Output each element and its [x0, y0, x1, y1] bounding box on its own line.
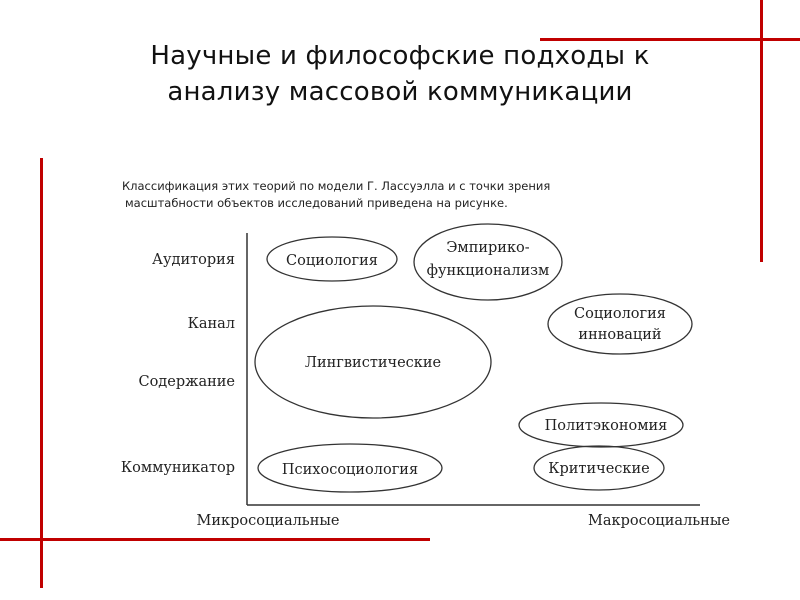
y-label-content: Содержание — [138, 374, 235, 390]
y-label-channel: Канал — [187, 316, 235, 332]
node-psychosociology-label: Психосоциология — [281, 462, 419, 478]
y-label-audience: Аудитория — [152, 252, 235, 268]
node-empirical-functionalism-label-1: Эмпирико- — [446, 240, 530, 256]
caption-line-2: масштабности объектов исследований приведена на рисунке. — [125, 196, 508, 210]
node-political-economy-label: Политэкономия — [544, 418, 668, 434]
node-empirical-functionalism-ellipse — [414, 224, 562, 300]
page-title-line-1: Научные и философские подходы к — [150, 41, 650, 71]
node-linguistic-label: Лингвистические — [304, 355, 442, 371]
node-sociology-label: Социология — [286, 253, 378, 269]
node-innovation-sociology-ellipse — [548, 294, 692, 354]
y-label-communicator: Коммуникатор — [120, 460, 235, 476]
x-label-macro: Макросоциальные — [588, 513, 730, 529]
node-empirical-functionalism-label-2: функционализм — [426, 263, 550, 279]
node-critical-label: Критические — [548, 461, 650, 477]
node-innovation-sociology-label-2: инноваций — [578, 327, 662, 343]
x-label-micro: Микросоциальные — [196, 513, 340, 529]
page-title-line-2: анализу массовой коммуникации — [167, 77, 633, 107]
node-innovation-sociology-label-1: Социология — [574, 306, 666, 322]
caption-line-1: Классификация этих теорий по модели Г. Лассуэлла и с точки зрения — [122, 179, 551, 193]
